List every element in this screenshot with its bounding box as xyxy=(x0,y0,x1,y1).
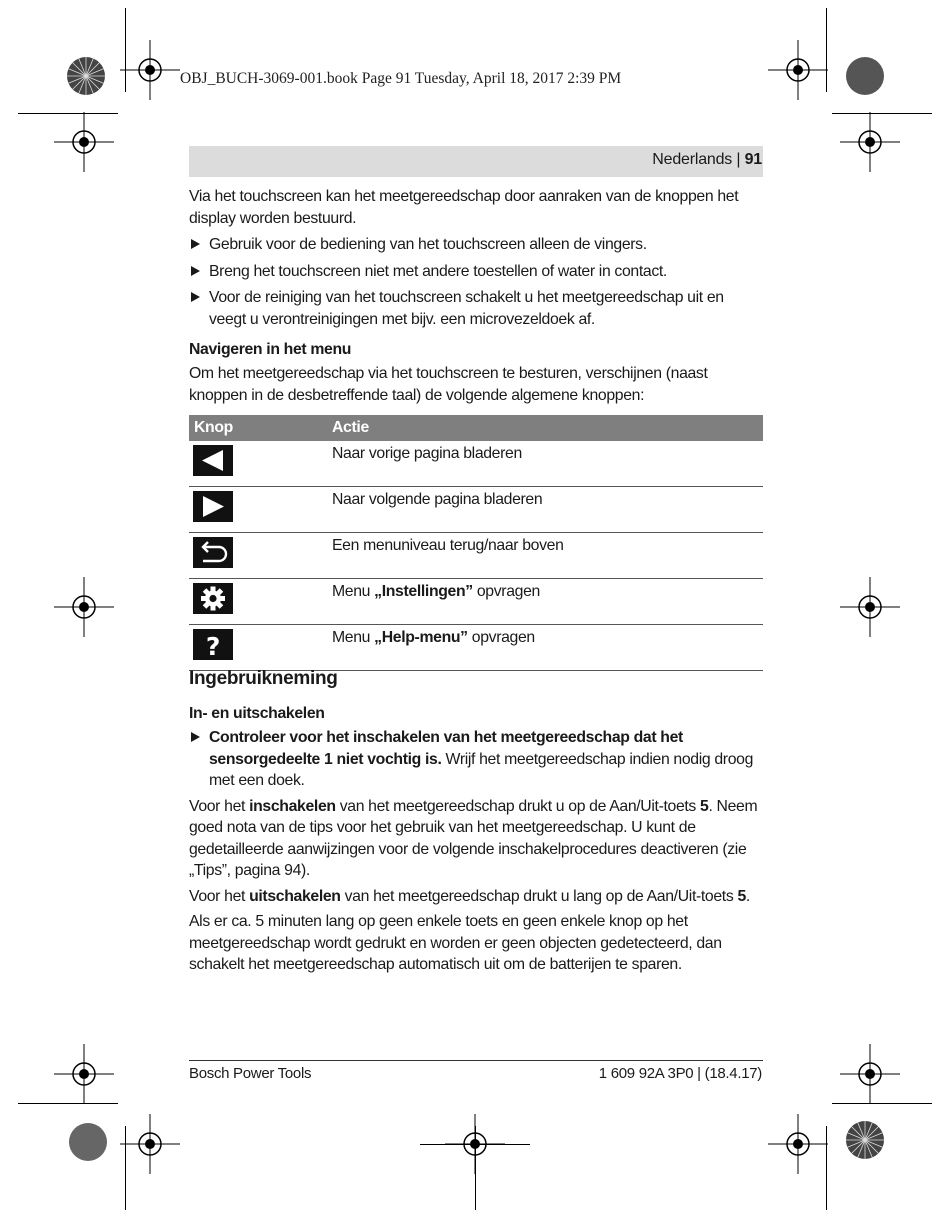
action-text: Naar volgende pagina bladeren xyxy=(326,487,763,533)
nav-heading: Navigeren in het menu xyxy=(189,341,352,358)
table-header-row xyxy=(189,415,763,441)
warning-bold: Controleer voor het inschakelen van het meetgereedschap dat het sensorgedeelte 1 niet vochtig is. xyxy=(209,729,683,768)
gear-icon xyxy=(193,583,233,614)
footer-right: 1 609 92A 3P0 | (18.4.17) xyxy=(598,1065,762,1082)
return-icon xyxy=(193,537,233,568)
bullet-text: Voor de reiniging van het touchscreen schakelt u het meetgereedschap uit en veegt u verontreinigingen met bijv. een microvezeldoek af. xyxy=(209,289,724,328)
bullet-triangle-icon xyxy=(191,292,200,302)
intro-section xyxy=(189,186,763,330)
arrow-left-icon xyxy=(193,445,233,476)
header-separator: | xyxy=(736,151,741,168)
table-row xyxy=(189,487,763,533)
registration-mark xyxy=(54,112,114,172)
bullet-item xyxy=(189,234,763,256)
bullet-triangle-icon xyxy=(191,266,200,276)
table-row xyxy=(189,579,763,625)
button-table xyxy=(189,415,763,671)
column-header-knop: Knop xyxy=(189,415,326,441)
column-header-actie: Actie xyxy=(326,415,763,441)
intro-paragraph: Via het touchscreen kan het meetgereedschap door aanraken van de knoppen het display worden bestuurd. xyxy=(189,188,739,227)
bullet-item xyxy=(189,261,763,283)
switch-off-paragraph: Voor het uitschakelen van het meetgereedschap drukt u lang op de Aan/Uit-toets 5. xyxy=(189,887,750,905)
lower-section xyxy=(189,727,763,976)
table-row xyxy=(189,533,763,579)
gray-disc-mark xyxy=(68,1122,108,1162)
footer-rule xyxy=(189,1060,763,1061)
starburst-mark xyxy=(845,1120,885,1160)
bullet-triangle-icon xyxy=(191,732,200,742)
starburst-mark xyxy=(66,56,106,96)
table-row xyxy=(189,625,763,671)
svg-text:?: ? xyxy=(205,632,221,660)
warning-bullet xyxy=(189,727,763,792)
action-text: Een menuniveau terug/naar boven xyxy=(326,533,763,579)
header-language: Nederlands xyxy=(652,151,733,168)
nav-paragraph: Om het meetgereedschap via het touchscreen te besturen, verschijnen (naast knoppen in de desbetreffende taal) de volgende algemene knoppen: xyxy=(189,365,708,404)
registration-mark xyxy=(120,1114,180,1174)
action-text: Naar vorige pagina bladeren xyxy=(326,441,763,487)
bullet-triangle-icon xyxy=(191,239,200,249)
registration-mark xyxy=(54,577,114,637)
table-row xyxy=(189,441,763,487)
gray-disc-mark xyxy=(845,56,885,96)
arrow-right-icon xyxy=(193,491,233,522)
action-text: Menu „Instellingen” opvragen xyxy=(326,579,763,625)
registration-mark xyxy=(840,1044,900,1104)
registration-mark xyxy=(840,112,900,172)
warning-text: Wrijf het meetgereedschap indien nodig droog met een doek. xyxy=(209,750,754,789)
bullet-item xyxy=(189,287,763,330)
footer-left: Bosch Power Tools xyxy=(189,1065,312,1082)
auto-off-paragraph: Als er ca. 5 minuten lang op geen enkele toets en geen enkele knop op het meetgereedschap wordt gedrukt en worden er geen objecten gedetecteerd, dan schakelt het meetgereedschap automatisch uit om de batterijen te sparen. xyxy=(189,913,722,973)
registration-mark xyxy=(120,40,180,100)
registration-mark xyxy=(768,1114,828,1174)
switch-on-paragraph: Voor het inschakelen van het meetgereedschap drukt u op de Aan/Uit-toets 5. Neem goed nota van de tips voor het gebruik van het meetgereedschap. U kunt de gedetailleerde aanwijzingen voor de volgende inschakelprocedures deactiveren (zie „Tips”, pagina 94). xyxy=(189,797,758,879)
action-text: Menu „Help-menu” opvragen xyxy=(326,625,763,671)
onoff-heading: In- en uitschakelen xyxy=(189,705,325,722)
page-number: 91 xyxy=(744,151,762,168)
registration-mark xyxy=(54,1044,114,1104)
section-title: Ingebruikneming xyxy=(189,668,338,689)
bullet-text: Gebruik voor de bediening van het touchscreen alleen de vingers. xyxy=(209,236,647,253)
question-icon xyxy=(193,629,233,660)
registration-mark xyxy=(768,40,828,100)
file-slug: OBJ_BUCH-3069-001.book Page 91 Tuesday, April 18, 2017 2:39 PM xyxy=(180,70,622,87)
bullet-text: Breng het touchscreen niet met andere toestellen of water in contact. xyxy=(209,262,667,280)
registration-mark xyxy=(840,577,900,637)
page-header xyxy=(652,151,762,169)
